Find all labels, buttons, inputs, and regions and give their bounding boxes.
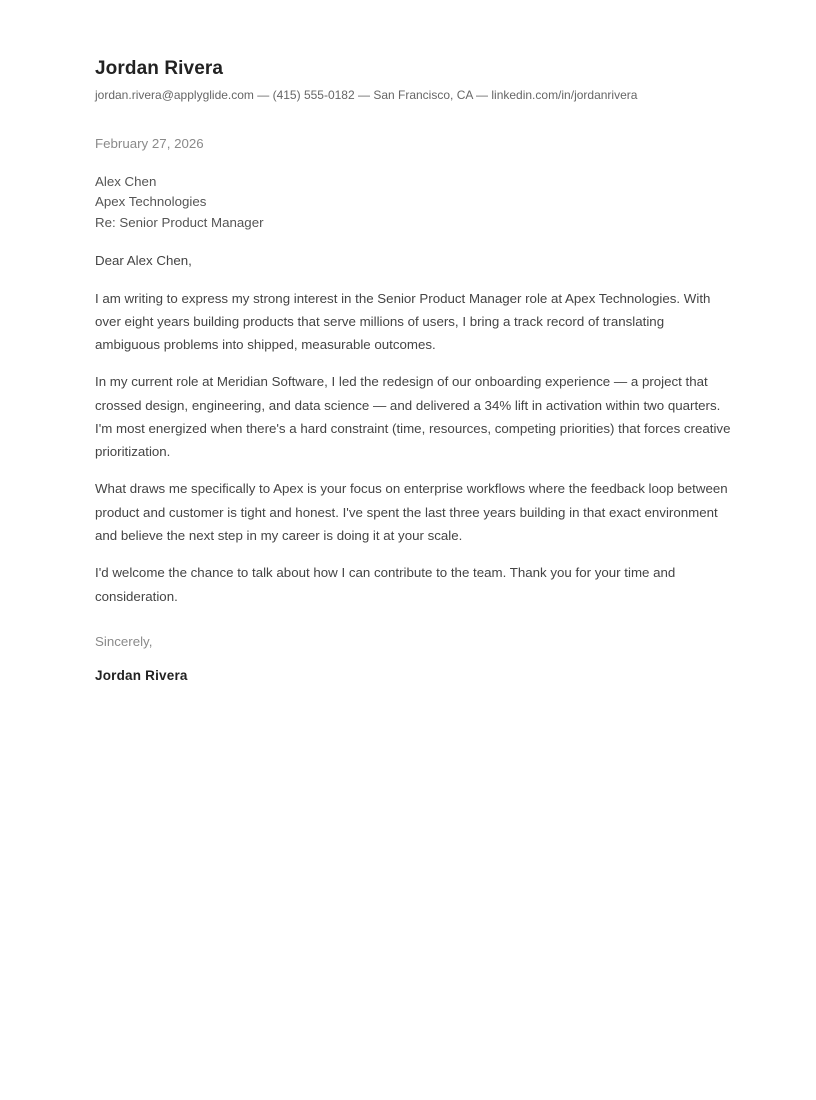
body-paragraph-2: In my current role at Meridian Software, I led the redesign of our onboarding experience — a project that crossed design, engineering, and data science — and delivered a 34% lift in activation within two quarters. I'm most energized when there's a hard constraint (time, resources, competing priorities) that forces creative prioritization. [95,374,731,460]
recipient-name: Alex Chen [95,173,157,189]
letterhead-contact: jordan.rivera@applyglide.com — (415) 555-0182 — San Francisco, CA — linkedin.com/in/jordanrivera [95,87,638,102]
body-paragraph-4: I'd welcome the chance to talk about how I can contribute to the team. Thank you for your time and consideration. [95,565,676,604]
recipient-block [95,172,731,234]
salutation: Dear Alex Chen, [95,253,192,269]
letter-date: February 27, 2026 [95,135,204,151]
subject-line: Re: Senior Product Manager [95,214,264,230]
body-paragraph-3: What draws me specifically to Apex is your focus on enterprise workflows where the feedback loop between product and customer is tight and honest. I've spent the last three years building in that exact environment and believe the next step in my career is doing it at your scale. [95,481,728,544]
recipient-company: Apex Technologies [95,194,207,210]
letterhead-name: Jordan Rivera [95,58,224,79]
signature-name: Jordan Rivera [95,667,188,683]
letterhead [95,58,731,104]
closing: Sincerely, [95,633,153,649]
body-paragraph-1: I am writing to express my strong interest in the Senior Product Manager role at Apex Technologies. With over eight years building products that serve millions of users, I bring a track record of translating ambiguous problems into shipped, measurable outcomes. [95,290,711,353]
letter-body [95,249,731,607]
